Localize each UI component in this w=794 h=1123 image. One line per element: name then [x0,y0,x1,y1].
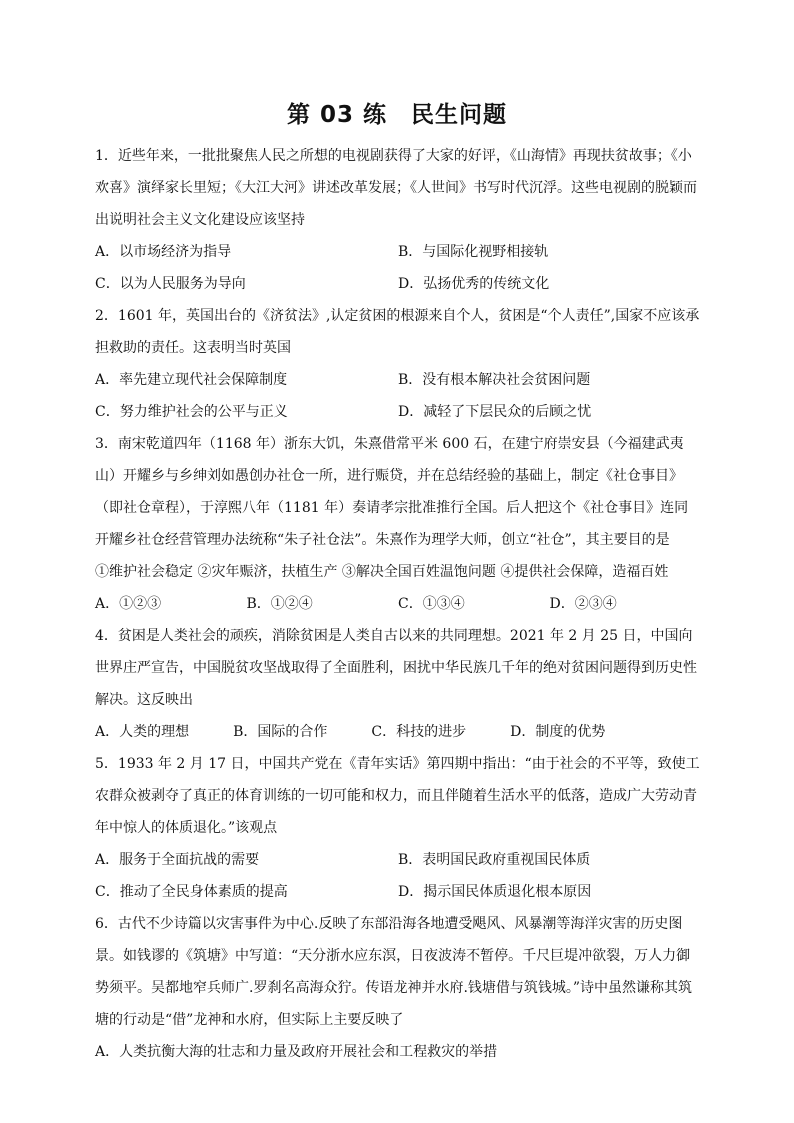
question-3-options [95,588,701,620]
question-1-stem: 1．近些年来，一批批聚焦人民之所想的电视剧获得了大家的好评，《山海情》再现扶贫故事；《小欢喜》演绎家长里短；《大江大河》讲述改革发展；《人世间》书写时代沉浮。这些电视剧的脱颖而出说明社会主义文化建设应该坚持 [95,148,697,228]
question-2 [95,300,701,428]
question-1-options [95,236,701,300]
option-c[interactable]: C．努力维护社会的公平与正义 [95,404,288,420]
question-5 [95,748,701,908]
option-b[interactable]: B．与国际化视野相接轨 [398,244,549,260]
option-b[interactable]: B．国际的合作 [233,724,328,740]
option-d[interactable]: D．制度的优势 [510,724,606,740]
option-b[interactable]: B．①②④ [246,596,313,612]
question-4-stem: 4．贫困是人类社会的顽疾，消除贫困是人类自古以来的共同理想。2021 年 2 月 25 日，中国向世界庄严宣告，中国脱贫攻坚战取得了全面胜利，困扰中华民族几千年的绝对贫困问题得到历史性解决。这反映出 [95,628,697,708]
question-5-options [95,844,701,908]
option-a[interactable]: A．以市场经济为指导 [95,244,232,260]
option-c[interactable]: C．推动了全民身体素质的提高 [95,884,288,900]
question-5-stem: 5．1933 年 2 月 17 日，中国共产党在《青年实话》第四期中指出：“由于社会的不平等，致使工农群众被剥夺了真正的体育训练的一切可能和权力，而且伴随着生活水平的低落，造成广大劳动青年中惊人的体质退化。”该观点 [95,756,700,836]
question-6 [95,908,701,1068]
question-list [95,140,701,1068]
option-a[interactable]: A．①②③ [95,596,162,612]
option-d[interactable]: D．弘扬优秀的传统文化 [398,276,550,292]
option-c[interactable]: C．以为人民服务为导向 [95,276,246,292]
option-c[interactable]: C．科技的进步 [371,724,467,740]
question-6-stem: 6．古代不少诗篇以灾害事件为中心.反映了东部沿海各地遭受飓风、风暴潮等海洋灾害的历史图景。如钱谬的《筑塘》中写道：“天分浙水应东溟，日夜波涛不暂停。千尺巨堤冲欲裂，万人力御势须平。吴都地窄兵师广.罗刹名高海众狞。传语龙神并水府.钱塘借与筑钱城。”诗中虽然谦称其筑塘的行动是“借”龙神和水府，但实际上主要反映了 [95,916,693,1028]
question-3-stem: 3．南宋乾道四年（1168 年）浙东大饥，朱熹借常平米 600 石，在建宁府崇安县（今福建武夷山）开耀乡与乡绅刘如愚创办社仓一所，进行赈贷，并在总结经验的基础上，制定《社仓事目》（即社仓章程），于淳熙八年（1181 年）奏请孝宗批准推行全国。后人把这个《社仓事目》连同开耀乡社仓经营管理办法统称“朱子社仓法”。朱熹作为理学大师，创立“社仓”，其主要目的是 [95,436,689,548]
option-a[interactable]: A．人类的理想 [95,724,190,740]
question-3 [95,428,701,620]
option-d[interactable]: D．②③④ [549,596,617,612]
question-4 [95,620,701,748]
option-b[interactable]: B．表明国民政府重视国民体质 [398,852,591,868]
question-2-stem: 2．1601 年，英国出台的《济贫法》,认定贫困的根源来自个人，贫困是“个人责任”,国家不应该承担救助的责任。这表明当时英国 [95,308,700,356]
question-2-options [95,364,701,428]
option-b[interactable]: B．没有根本解决社会贫困问题 [398,372,591,388]
option-a[interactable]: A．服务于全面抗战的需要 [95,852,260,868]
question-1 [95,140,701,300]
question-4-options [95,716,701,748]
option-a[interactable]: A．人类抗衡大海的壮志和力量及政府开展社会和工程救灾的举措 [95,1044,498,1060]
question-3-items: ①维护社会稳定 ②灾年赈济，扶植生产 ③解决全国百姓温饱问题 ④提供社会保障，造福百姓 [95,564,669,580]
page-title: 第 03 练 民生问题 [286,102,508,128]
option-c[interactable]: C．①③④ [398,596,465,612]
option-a[interactable]: A．率先建立现代社会保障制度 [95,372,288,388]
option-d[interactable]: D．减轻了下层民众的后顾之忧 [398,404,592,420]
option-d[interactable]: D．揭示国民体质退化根本原因 [398,884,592,900]
